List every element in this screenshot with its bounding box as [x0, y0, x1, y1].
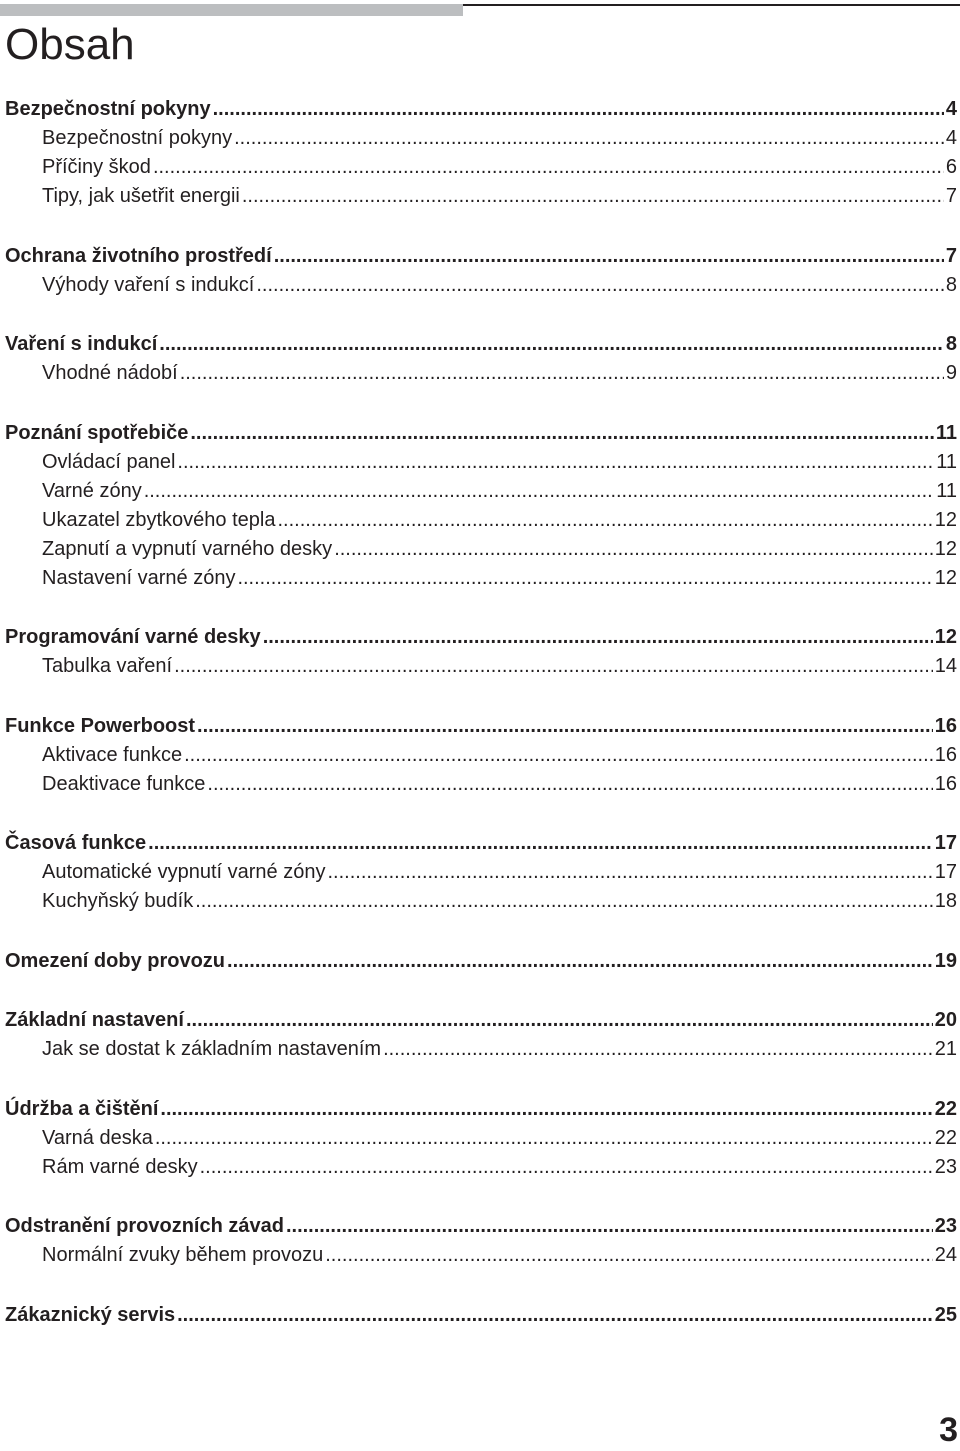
- toc-subentry[interactable]: [5, 652, 957, 681]
- toc-subentry[interactable]: [5, 535, 957, 564]
- toc-chapter-entry[interactable]: [5, 95, 957, 124]
- toc-subentry-page: 9: [945, 362, 957, 384]
- toc-subentry-page: 24: [934, 1244, 957, 1266]
- toc-chapter-entry-title: Bezpečnostní pokyny: [5, 98, 211, 120]
- page-number: 3: [939, 1411, 958, 1449]
- toc-chapter-entry-title: Údržba a čištění: [5, 1097, 159, 1120]
- toc-chapter-entry-title: Základní nastavení: [5, 1009, 184, 1031]
- toc-section: [5, 1006, 957, 1064]
- toc-subentry-page: 6: [945, 156, 957, 178]
- dot-leader: [184, 741, 933, 770]
- toc-chapter-entry-title: Časová funkce: [5, 832, 147, 854]
- toc-chapter-entry-page: 22: [934, 1097, 957, 1120]
- toc-section: [5, 712, 957, 799]
- toc-chapter-entry[interactable]: [5, 330, 957, 359]
- toc-subentry-page: 7: [945, 185, 957, 207]
- toc-subentry-title: Aktivace funkce: [42, 743, 183, 766]
- dot-leader: [383, 1035, 933, 1064]
- toc-chapter-entry-page: 23: [934, 1215, 957, 1237]
- toc-subentry-page: 12: [934, 508, 957, 531]
- toc-section: [5, 242, 957, 300]
- toc-chapter-entry-title: Omezení doby provozu: [5, 949, 226, 972]
- toc-subentry-page: 16: [934, 772, 957, 795]
- toc-chapter-entry-title: Zákaznický servis: [5, 1303, 176, 1326]
- toc-chapter-entry-title: Funkce Powerboost: [5, 714, 196, 737]
- toc-subentry-page: 11: [936, 479, 957, 502]
- toc-subentry[interactable]: [5, 1035, 957, 1064]
- dot-leader: [207, 770, 932, 799]
- toc-subentry-page: 17: [934, 861, 957, 883]
- toc-subentry-page: 22: [934, 1126, 957, 1149]
- toc-subentry-title: Tabulka vaření: [42, 655, 173, 677]
- toc-subentry-page: 11: [936, 450, 957, 473]
- toc-subentry-title: Zapnutí a vypnutí varného desky: [42, 537, 333, 560]
- toc-subentry-title: Kuchyňský budík: [42, 890, 194, 912]
- toc-subentry-title: Vhodné nádobí: [42, 362, 178, 384]
- dot-leader: [155, 1124, 933, 1153]
- toc-section: [5, 95, 957, 211]
- toc-chapter-entry-title: Poznání spotřebiče: [5, 421, 189, 444]
- toc-subentry-title: Varná deska: [42, 1126, 153, 1149]
- dot-leader: [144, 477, 935, 506]
- toc-chapter-entry[interactable]: [5, 947, 957, 976]
- toc-subentry[interactable]: [5, 887, 957, 916]
- dot-leader: [160, 1095, 932, 1124]
- header-rule: [463, 4, 960, 6]
- dot-leader: [148, 829, 933, 858]
- toc-chapter-entry[interactable]: [5, 242, 957, 271]
- toc-chapter-entry-page: 8: [945, 333, 957, 355]
- dot-leader: [263, 623, 933, 652]
- toc-subentry[interactable]: [5, 124, 957, 153]
- dot-leader: [286, 1212, 933, 1241]
- toc-section: [5, 419, 957, 593]
- toc-subentry-page: 4: [945, 127, 957, 149]
- toc-subentry-title: Příčiny škod: [42, 156, 151, 178]
- toc-subentry-title: Tipy, jak ušetřit energii: [42, 185, 240, 207]
- toc-chapter-entry-page: 7: [945, 244, 957, 267]
- toc-chapter-entry-title: Odstranění provozních závad: [5, 1215, 284, 1237]
- toc-subentry[interactable]: [5, 770, 957, 799]
- toc-subentry[interactable]: [5, 182, 957, 211]
- dot-leader: [213, 95, 944, 124]
- toc-chapter-entry[interactable]: [5, 1006, 957, 1035]
- dot-leader: [197, 712, 933, 741]
- dot-leader: [177, 1301, 933, 1330]
- toc-subentry-title: Výhody vaření s indukcí: [42, 273, 255, 296]
- toc-chapter-entry-page: 12: [934, 626, 957, 648]
- toc-subentry-page: 16: [934, 743, 957, 766]
- header-grey-bar: [0, 4, 463, 16]
- dot-leader: [325, 1241, 933, 1270]
- toc-chapter-entry-page: 25: [934, 1303, 957, 1326]
- dot-leader: [190, 419, 933, 448]
- toc-subentry-page: 12: [934, 566, 957, 589]
- toc-subentry[interactable]: [5, 1153, 957, 1182]
- toc-subentry-page: 21: [934, 1038, 957, 1060]
- table-of-contents: [5, 95, 957, 1360]
- toc-subentry[interactable]: [5, 506, 957, 535]
- toc-subentry-page: 12: [934, 537, 957, 560]
- dot-leader: [277, 506, 932, 535]
- toc-subentry-page: 23: [934, 1155, 957, 1178]
- dot-leader: [256, 271, 944, 300]
- toc-chapter-entry[interactable]: [5, 623, 957, 652]
- dot-leader: [234, 124, 944, 153]
- toc-section: [5, 1212, 957, 1270]
- toc-chapter-entry-page: 4: [945, 98, 957, 120]
- toc-chapter-entry[interactable]: [5, 1301, 957, 1330]
- toc-subentry-page: 18: [934, 890, 957, 912]
- toc-subentry[interactable]: [5, 1124, 957, 1153]
- toc-chapter-entry-page: 20: [934, 1009, 957, 1031]
- toc-subentry-title: Automatické vypnutí varné zóny: [42, 861, 326, 883]
- dot-leader: [227, 947, 933, 976]
- dot-leader: [180, 359, 944, 388]
- toc-subentry[interactable]: [5, 477, 957, 506]
- toc-section: [5, 829, 957, 916]
- dot-leader: [334, 535, 933, 564]
- toc-subentry-title: Rám varné desky: [42, 1155, 198, 1178]
- toc-subentry[interactable]: [5, 359, 957, 388]
- toc-chapter-entry-page: 16: [934, 714, 957, 737]
- toc-subentry-page: 8: [945, 273, 957, 296]
- toc-chapter-entry[interactable]: [5, 1212, 957, 1241]
- dot-leader: [174, 652, 933, 681]
- toc-subentry-title: Ovládací panel: [42, 450, 176, 473]
- dot-leader: [327, 858, 932, 887]
- dot-leader: [153, 153, 944, 182]
- toc-subentry[interactable]: [5, 741, 957, 770]
- page-title: Obsah: [5, 20, 135, 69]
- toc-subentry-title: Varné zóny: [42, 479, 142, 502]
- toc-subentry[interactable]: [5, 448, 957, 477]
- toc-subentry-title: Bezpečnostní pokyny: [42, 127, 233, 149]
- toc-subentry-title: Nastavení varné zóny: [42, 566, 236, 589]
- toc-chapter-entry[interactable]: [5, 419, 957, 448]
- toc-section: [5, 947, 957, 976]
- toc-subentry[interactable]: [5, 271, 957, 300]
- dot-leader: [200, 1153, 933, 1182]
- toc-section: [5, 623, 957, 681]
- dot-leader: [177, 448, 934, 477]
- toc-chapter-entry-title: Programování varné desky: [5, 626, 261, 648]
- toc-chapter-entry-title: Vaření s indukcí: [5, 333, 158, 355]
- dot-leader: [242, 182, 944, 211]
- toc-subentry-page: 14: [934, 655, 957, 677]
- dot-leader: [186, 1006, 933, 1035]
- dot-leader: [195, 887, 933, 916]
- dot-leader: [159, 330, 944, 359]
- toc-subentry[interactable]: [5, 858, 957, 887]
- dot-leader: [237, 564, 932, 593]
- toc-chapter-entry-title: Ochrana životního prostředí: [5, 244, 272, 267]
- toc-chapter-entry[interactable]: [5, 1095, 957, 1124]
- toc-chapter-entry[interactable]: [5, 712, 957, 741]
- toc-subentry-title: Ukazatel zbytkového tepla: [42, 508, 276, 531]
- toc-section: [5, 330, 957, 388]
- toc-chapter-entry-page: 17: [934, 832, 957, 854]
- toc-subentry[interactable]: [5, 153, 957, 182]
- dot-leader: [274, 242, 944, 271]
- toc-subentry[interactable]: [5, 1241, 957, 1270]
- toc-subentry-title: Jak se dostat k základním nastavením: [42, 1038, 382, 1060]
- toc-chapter-entry-page: 19: [934, 949, 957, 972]
- toc-chapter-entry[interactable]: [5, 829, 957, 858]
- toc-section: [5, 1095, 957, 1182]
- toc-subentry-title: Deaktivace funkce: [42, 772, 206, 795]
- toc-subentry-title: Normální zvuky během provozu: [42, 1244, 324, 1266]
- toc-section: [5, 1301, 957, 1330]
- toc-subentry[interactable]: [5, 564, 957, 593]
- toc-chapter-entry-page: 11: [935, 421, 957, 444]
